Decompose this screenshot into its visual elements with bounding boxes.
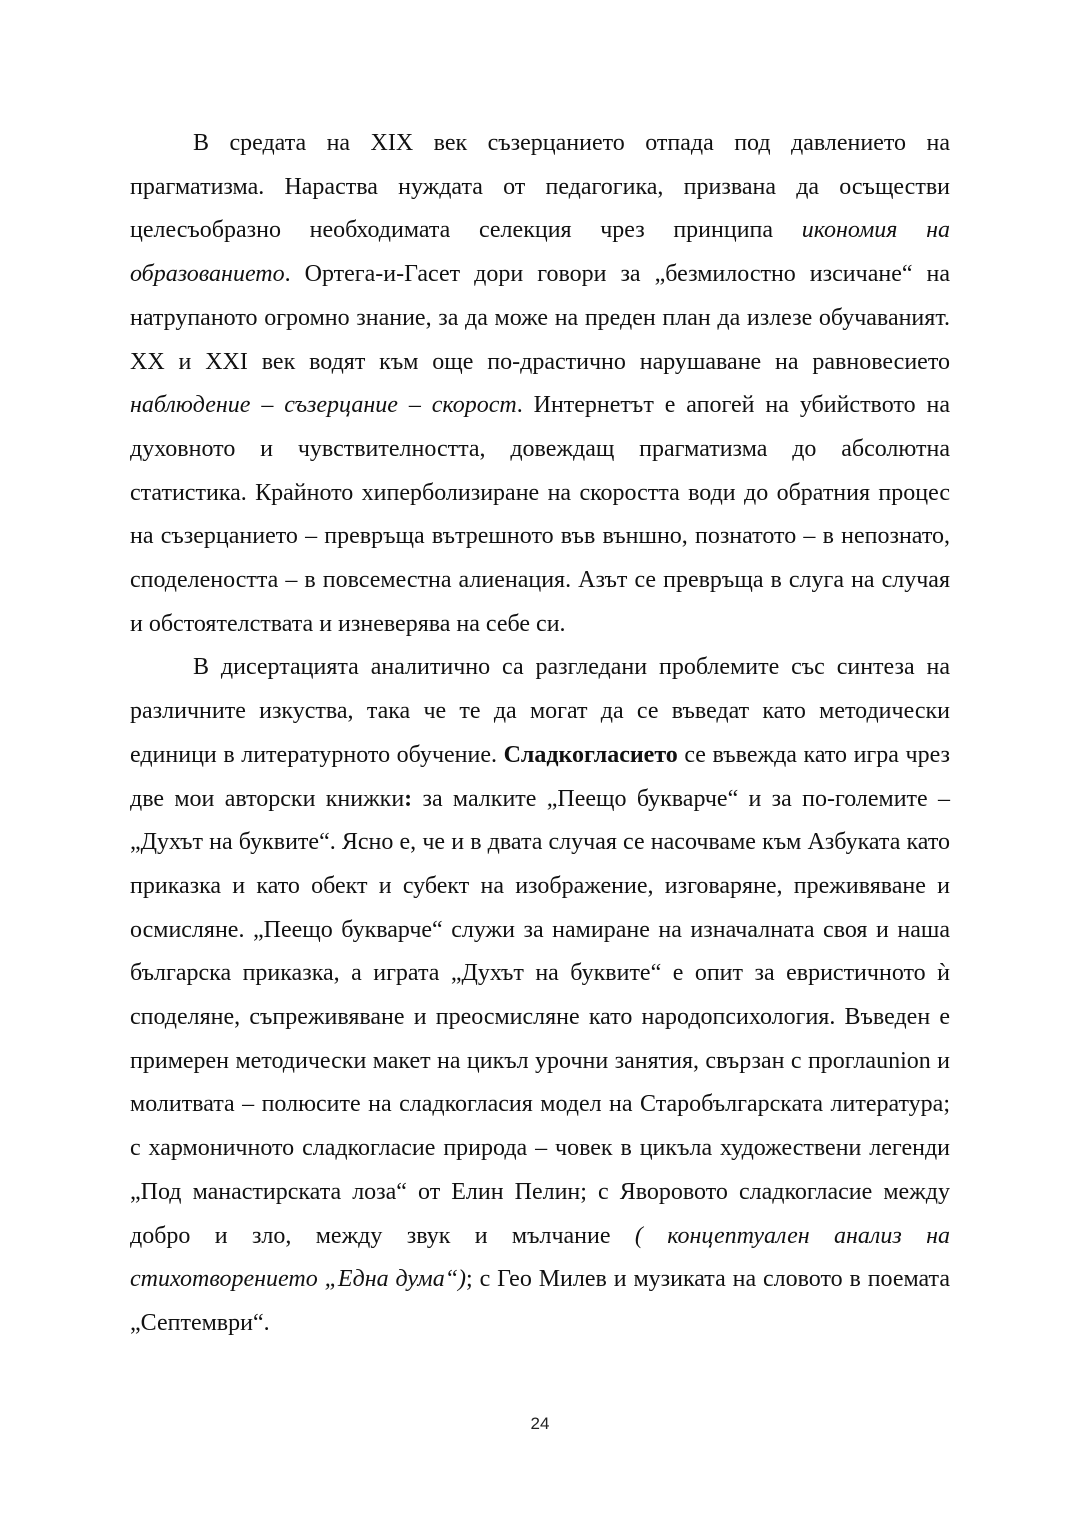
paragraph [130, 646, 950, 1345]
paragraph-text: В средата на XIX век съзерцанието отпада под давлението на прагматизма. Нараства нуждата от педагогика, призвана да осъществи целесъобразно необходимата селекция чрез принципа [130, 130, 950, 244]
paragraph-text: за малките „Пеещо букварче“ и за по-големите – „Духът на буквите“. Ясно е, че и в двата случая се насочваме към Азбуката като приказка и като обект и субект на изображение, изговаряне, преживяване и осмисляне. „Пеещо букварче“ служи за намиране на изначалната своя и наша българска приказка, а играта „Духът на буквите“ е опит за евристичното ѝ споделяне, съпреживяване и преосмисляне като народопсихология. Въведен е примерен методически макет на цикъл урочни занятия, свързан с проглаunion и молитвата – полюсите на сладкогласия модел на Старобългарската литература; с хармоничното сладкогласие природа – човек в цикъла художествени легенди „Под манастирската лоза“ от Елин Пелин; с Яворовото сладкогласие между добро и зло, между звук и мълчание [130, 785, 951, 1249]
paragraph-text: се въвежда като игра чрез две мои авторски книжки [130, 741, 950, 812]
document-body [130, 122, 950, 1346]
paragraph-text: . Интернетът е апогей на убийството на духовното и чувствителността, довеждащ прагматизма до абсолютна статистика. Крайното хиперболизиране на скоростта води до обратния процес на съзерцанието – превръща вътрешното във външно, познатото – в непознато, споделеността – в повсеместна алиенация. Азът се превръща в слуга на случая и обстоятелствата и изневерява на себе си. [130, 392, 950, 637]
paragraph-text: В дисертацията аналитично са разгледани проблемите със синтеза на различните изкуства, така че те да могат да се въведат като методически единици в литературното обучение. [130, 654, 950, 768]
paragraph-text: ; с Гео Милев и музиката на словото в поемата „Септември“. [130, 1266, 950, 1336]
page-number: 24 [530, 1414, 550, 1433]
paragraph [130, 122, 950, 646]
italic-term: наблюдение – съзерцание – скорост [130, 392, 517, 419]
paragraph-text: . Ортега-и-Гасет дори говори за „безмилостно изсичане“ на натрупаното огромно знание, за да може на преден план да излезе обучаваният. XX и XXI век водят към още по-драстично нарушаване на равновесието [130, 261, 950, 375]
bold-term: Сладкогласието [503, 741, 678, 768]
italic-term: икономия на образованието [130, 217, 951, 288]
bold-colon: : [404, 785, 413, 812]
italic-term: ( концептуален анализ на стихотворението „Една дума“) [130, 1222, 951, 1293]
